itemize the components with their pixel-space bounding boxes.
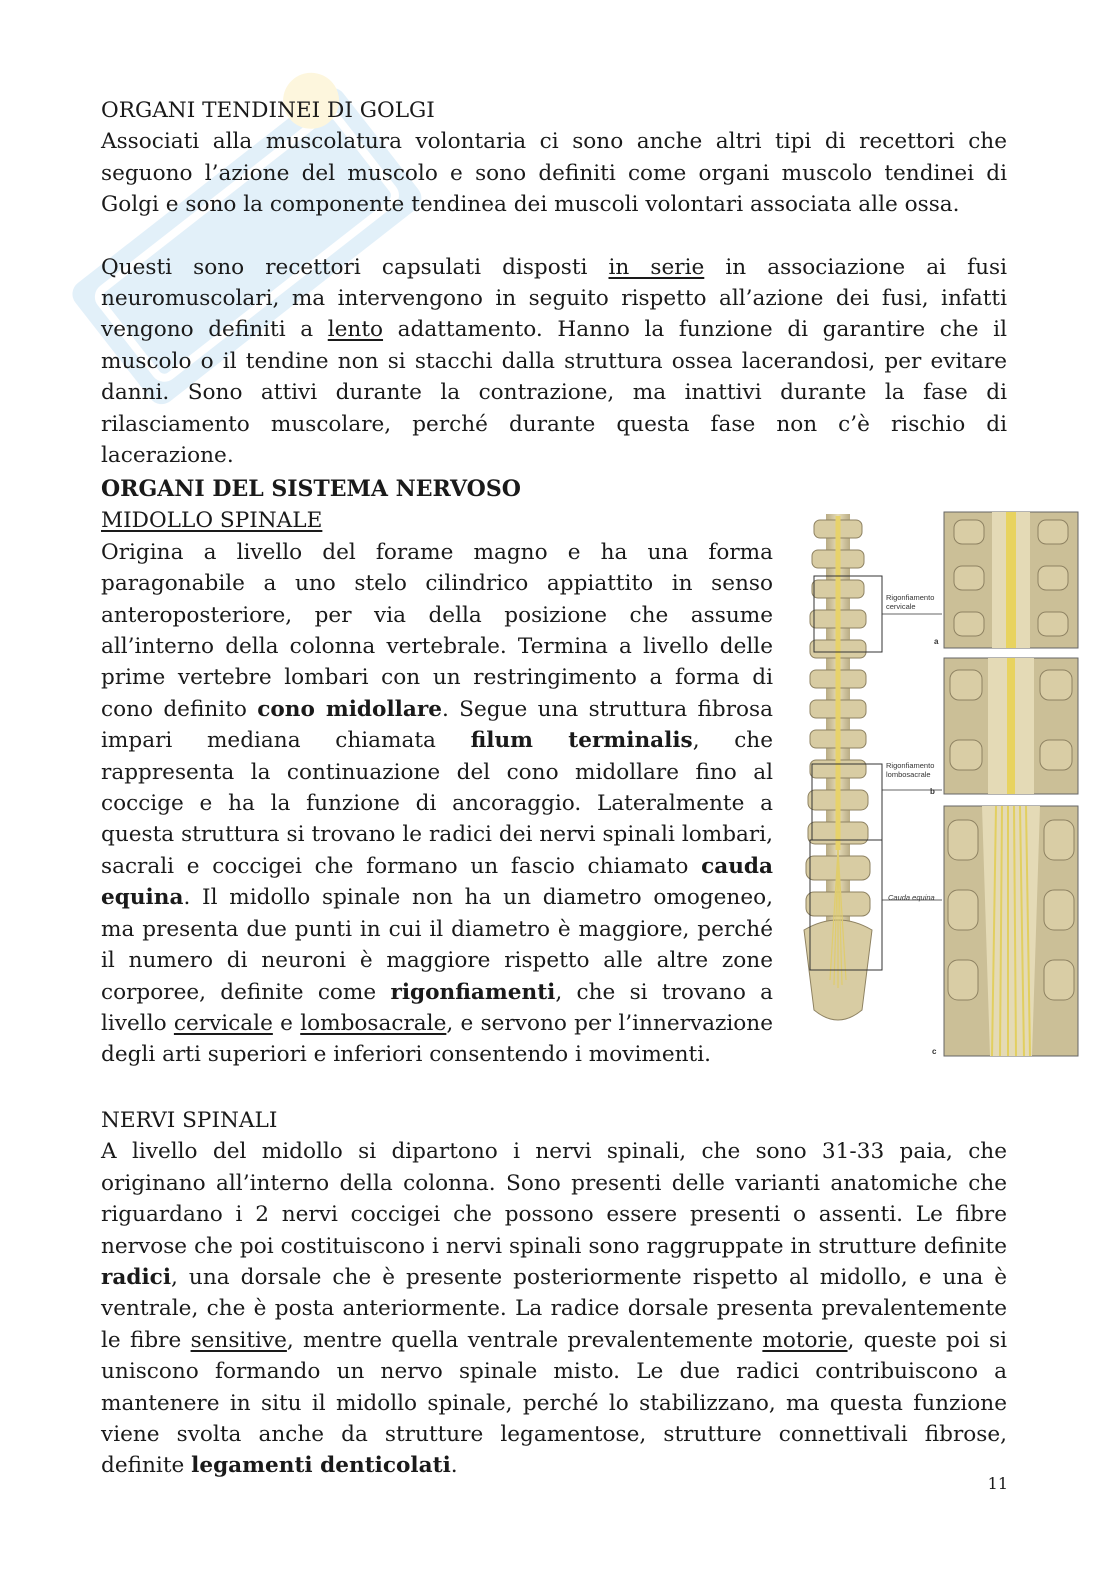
section-golgi [101,95,1007,471]
label-rigonfiamento-lombosacrale: Rigonfiamento lombosacrale [886,761,935,779]
label-rigonfiamento-cervicale: Rigonfiamento cervicale [886,593,935,611]
panel-c-label: c [932,1047,937,1056]
underline-lombosacrale: lombosacrale [300,1010,447,1036]
underline-in-serie: in serie [608,254,705,280]
subheading-midollo-spinale: MIDOLLO SPINALE [101,508,323,534]
term-filum-terminalis: filum terminalis [470,728,693,754]
heading-sistema-nervoso: ORGANI DEL SISTEMA NERVOSO [101,476,521,502]
term-legamenti-denticolati: legamenti denticolati [191,1453,451,1479]
panel-a-label: a [934,637,939,646]
paragraph-midollo: Origina a livello del forame magno e ha una forma paragonabile a uno stelo cilindrico appiattito in senso anteroposteriore, per via della posizione che assume all’interno della colonna vertebrale. Termina a livello delle prime vertebre lombari con un restringimento a forma di cono definito cono midollare. Segue una struttura fibrosa impari mediana chiamata filum terminalis, che rappresenta la continuazione del cono midollare fino al coccige e ha la funzione di ancoraggio. Lateralmente a questa struttura si trovano le radici dei nervi spinali lombari, sacrali e coccigei che formano un fascio chiamato cauda equina. Il midollo spinale non ha un diametro omogeneo, ma presenta due punti in cui il diametro è maggiore, perché il numero di neuroni è maggiore rispetto alle altre zone corporee, definite come rigonfiamenti, che si trovano a livello cervicale e lombosacrale, e servono per l’innervazione degli arti superiori e inferiori consentendo i movimenti. [101,539,773,1068]
page-number: 11 [987,1474,1008,1493]
section-nervi-spinali [101,1105,1007,1482]
spinal-cord-figure [796,510,1080,1060]
underline-lento: lento [327,317,384,343]
panel-b [944,658,1078,794]
paragraph-nervi-spinali: A livello del midollo si dipartono i nervi spinali, che sono 31-33 paia, che originano all’interno della colonna. Sono presenti delle varianti anatomiche che riguardano i 2 nervi coccigei che possono essere presenti o assenti. Le fibre nervose che poi costituiscono i nervi spinali sono raggruppate in strutture definite radici, una dorsale che è presente posteriormente rispetto al midollo, e una è ventrale, che è posta anteriormente. La radice dorsale presenta prevalentemente le fibre sensitive, mentre quella ventrale prevalentemente motorie, queste poi si uniscono formando un nervo spinale misto. Le due radici contribuiscono a mantenere in situ il midollo spinale, perché lo stabilizzano, ma questa funzione viene svolta anche da strutture legamentose, strutture connettivali fibrose, definite legamenti denticolati. [101,1139,1007,1479]
underline-sensitive: sensitive [190,1327,287,1353]
paragraph-golgi-1: Associati alla muscolatura volontaria ci sono anche altri tipi di recettori che seguono l’azione del muscolo e sono definiti come organi muscolo tendinei di Golgi e sono la componente tendinea dei muscoli volontari associata alle ossa. [101,129,1007,218]
panel-a [944,512,1078,648]
label-cauda-equina: Cauda equina [888,893,935,902]
paragraph-golgi-2: Questi sono recettori capsulati disposti in serie in associazione ai fusi neuromuscolari, ma intervengono in seguito rispetto all’azione dei fusi, infatti vengono definiti a lento adattamento. Hanno la funzione di garantire che il muscolo o il tendine non si stacchi dalla struttura ossea lacerandosi, per evitare danni. Sono attivi durante la contrazione, ma inattivi durante la fase di rilasciamento muscolare, perché durante questa fase non c’è rischio di lacerazione. [101,254,1007,469]
heading-golgi: ORGANI TENDINEI DI GOLGI [101,98,435,123]
panel-c [944,806,1078,1056]
term-cono-midollare: cono midollare [257,696,442,722]
heading-nervi-spinali: NERVI SPINALI [101,1108,278,1133]
panel-b-label: b [930,787,935,796]
term-cauda-equina: cauda equina [101,853,773,911]
term-rigonfiamenti: rigonfiamenti [390,979,556,1005]
underline-motorie: motorie [762,1327,848,1353]
term-radici: radici [101,1265,172,1291]
underline-cervicale: cervicale [173,1010,273,1036]
